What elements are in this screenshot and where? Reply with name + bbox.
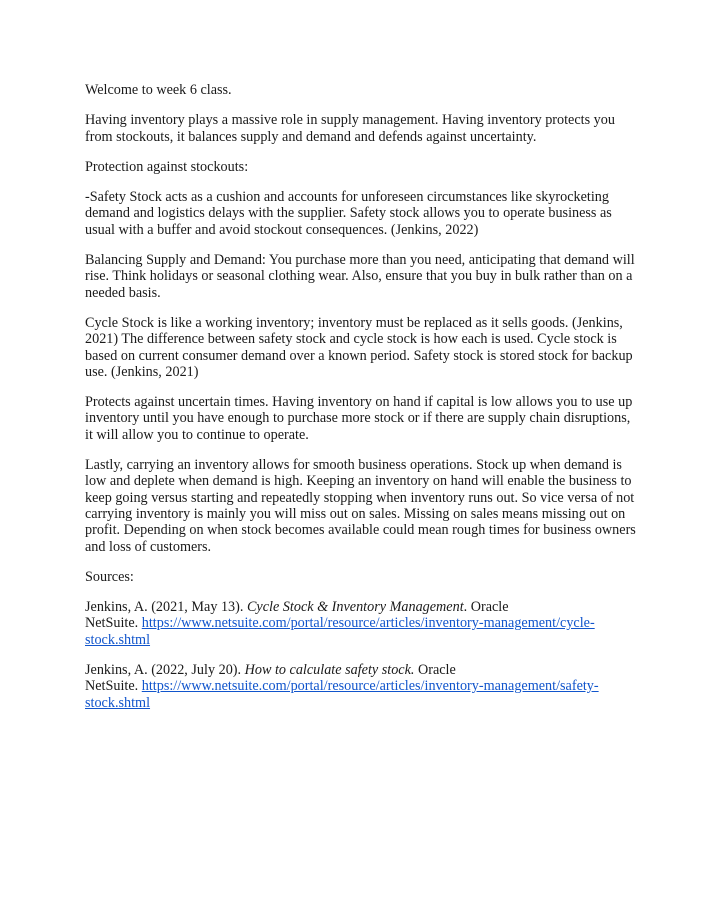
- document-body: [85, 82, 637, 725]
- citation-title: How to calculate safety stock.: [244, 662, 415, 679]
- citation-publisher: Oracle: [414, 662, 456, 679]
- citation-url-line2: stock.shtml: [85, 631, 151, 648]
- citation-url-line2: stock.shtml: [85, 694, 151, 711]
- citation-publisher-name: NetSuite.: [85, 678, 142, 695]
- citation-url-link[interactable]: [85, 678, 599, 710]
- source-citation-safety-stock: [85, 662, 637, 711]
- sources-heading: Sources:: [85, 568, 134, 585]
- cycle-stock-paragraph: Cycle Stock is like a working inventory; inventory must be replaced as it sells goods. (Jenkins, 2021) The difference between safety stock and cycle stock is how each is used. Cycle stock is based on current consumer demand over a known period. Safety stock is stored stock for backup use. (Jenkins, 2021): [85, 314, 633, 380]
- citation-url-line1: https://www.netsuite.com/portal/resource/articles/inventory-management/safety-: [141, 678, 599, 695]
- balancing-paragraph: Balancing Supply and Demand: You purchase more than you need, anticipating that demand will rise. Think holidays or seasonal clothing wear. Also, ensure that you buy in bulk rather than on a needed basis.: [85, 252, 635, 301]
- citation-author-date: Jenkins, A. (2022, July 20).: [85, 662, 245, 679]
- greeting-paragraph: Welcome to week 6 class.: [85, 82, 232, 98]
- citation-author-date: Jenkins, A. (2021, May 13).: [85, 599, 247, 616]
- safety-stock-paragraph: -Safety Stock acts as a cushion and accounts for unforeseen circumstances like skyrocketing demand and logistics delays with the supplier. Safety stock allows you to operate business as usual with a buffer and avoid stockout consequences. (Jenkins, 2022): [85, 189, 612, 238]
- source-citation-cycle-stock: [85, 599, 637, 648]
- lastly-paragraph: Lastly, carrying an inventory allows for smooth business operations. Stock up when demand is low and deplete when demand is high. Keeping an inventory on hand will enable the business to keep going versus starting and repeatedly stopping when inventory runs out. So vice versa of not carrying inventory is mainly you will miss out on sales. Missing on sales means missing out on profit. Depending on when stock becomes available could mean rough times for business owners and loss of customers.: [85, 457, 636, 555]
- citation-url-link[interactable]: [85, 615, 595, 647]
- protection-heading: Protection against stockouts:: [85, 158, 249, 175]
- citation-publisher-name: NetSuite.: [85, 615, 142, 632]
- intro-paragraph: Having inventory plays a massive role in supply management. Having inventory protects you from stockouts, it balances supply and demand and defends against uncertainty.: [85, 112, 615, 145]
- citation-url-line1: https://www.netsuite.com/portal/resource/articles/inventory-management/cycle-: [141, 615, 595, 632]
- citation-title: Cycle Stock & Inventory Management: [246, 599, 464, 616]
- citation-publisher: . Oracle: [463, 599, 509, 616]
- uncertain-times-paragraph: Protects against uncertain times. Having inventory on hand if capital is low allows you to use up inventory until you have enough to purchase more stock or if there are supply chain disruptions, it will allow you to continue to operate.: [85, 394, 633, 443]
